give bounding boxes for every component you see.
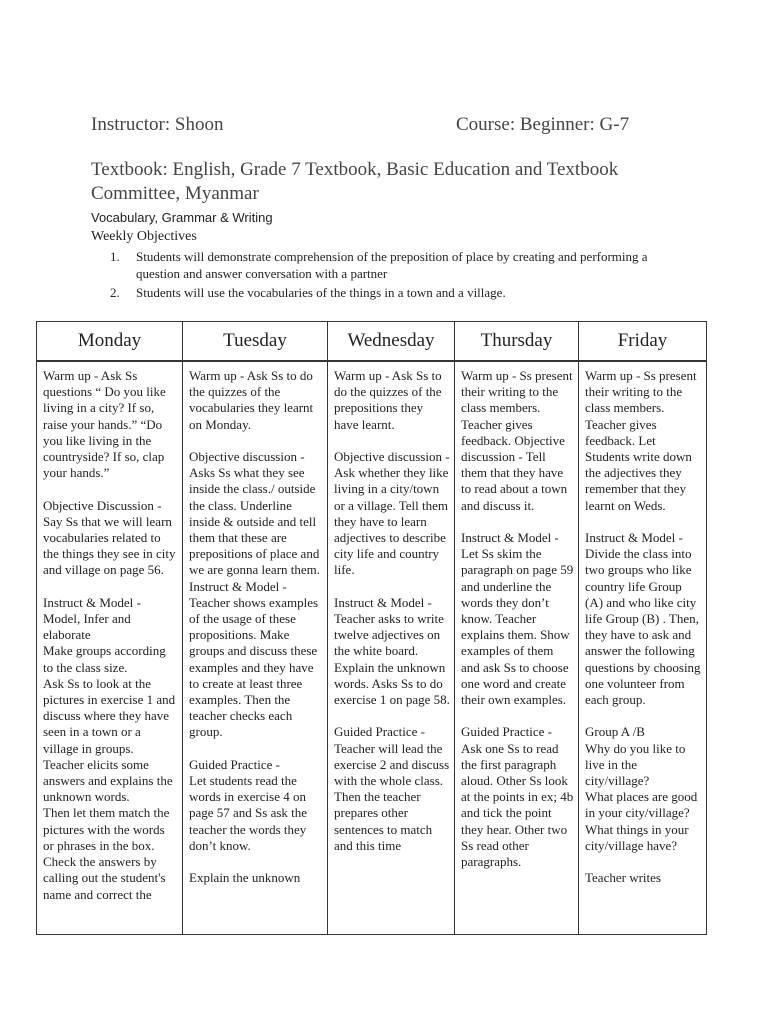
wednesday-cell	[328, 361, 455, 935]
objective-text: Students will use the vocabularies of the things in a town and a village.	[136, 285, 506, 300]
day-header-friday: Friday	[579, 322, 707, 362]
day-header-tuesday: Tuesday	[183, 322, 328, 362]
textbook-title: Textbook: English, Grade 7 Textbook, Basic Education and Textbook Committee, Myanmar	[91, 159, 619, 204]
header-row	[91, 114, 711, 140]
wednesday-plan-text: Warm up - Ask Ss to do the quizzes of the prepositions they have learnt. Objective discussion - Ask whether they like living in a city/town or a village. Tell them they have to learn adjectives to describe city life and country life. Instruct & Model - Teacher asks to write twelve adjectives on the white board. Explain the unknown words. Asks Ss to do exercise 1 on page 58. Guided Practice - Teacher will lead the exercise 2 and discuss with the whole class. Then the teacher prepares other sentences to match and this time	[334, 368, 450, 853]
day-header-wednesday: Wednesday	[328, 322, 455, 362]
objective-number: 1.	[110, 249, 120, 264]
objective-item	[110, 284, 680, 301]
day-header-monday: Monday	[37, 322, 183, 362]
course-label: Course: Beginner: G-7	[456, 114, 630, 135]
tuesday-plan-text: Warm up - Ask Ss to do the quizzes of the vocabularies they learnt on Monday. Objective discussion - Asks Ss what they see inside the class./ outside the class. Underline inside & outside and tell them that these are prepositions of place and we are gonna learn them. Instruct & Model - Teacher shows examples of the usage of these propositions. Make groups and discuss these examples and they have to create at least three examples. Then the teacher checks each group. Guided Practice - Let students read the words in exercise 4 on page 57 and Ss ask the teacher the words they don’t know. Explain the unknown	[189, 368, 321, 886]
monday-cell	[37, 361, 183, 935]
objective-text: Students will demonstrate comprehension of the preposition of place by creating and performing a question and answer conversation with a partner	[136, 249, 648, 281]
tuesday-cell	[183, 361, 328, 935]
table-header-row	[37, 322, 707, 362]
section-heading: Vocabulary, Grammar & Writing	[91, 210, 273, 225]
friday-cell	[579, 361, 707, 935]
table-row	[37, 361, 707, 935]
thursday-cell	[455, 361, 579, 935]
thursday-plan-text: Warm up - Ss present their writing to the class members. Teacher gives feedback. Objective discussion - Tell them that they have to read about a town and discuss it. Instruct & Model - Let Ss skim the paragraph on page 59 and underline the words they don’t know. Teacher explains them. Show examples of them and ask Ss to choose one word and create their own examples. Guided Practice - Ask one Ss to read the first paragraph aloud. Other Ss look at the points in ex; 4b and tick the point they hear. Other two Ss read other paragraphs.	[461, 368, 574, 870]
instructor-label: Instructor: Shoon	[91, 114, 224, 135]
weekly-plan-table	[36, 321, 707, 935]
objective-item	[110, 248, 680, 282]
weekly-objectives-label: Weekly Objectives	[91, 229, 197, 244]
friday-plan-text: Warm up - Ss present their writing to the class members. Teacher gives feedback. Let Students write down the adjectives they remember that they learnt on Weds. Instruct & Model - Divide the class into two groups who like country life Group (A) and who like city life Group (B) . Then, they have to ask and answer the following questions by choosing one volunteer from each group. Group A /B Why do you like to live in the city/village? What places are good in your city/village? What things in your city/village have? Teacher writes	[585, 368, 701, 886]
day-header-thursday: Thursday	[455, 322, 579, 362]
objectives-list	[110, 248, 680, 303]
objective-number: 2.	[110, 285, 120, 300]
monday-plan-text: Warm up - Ask Ss questions “ Do you like living in a city? If so, raise your hands.” “Do you like living in the countryside? If so, clap your hands.” Objective Discussion - Say Ss that we will learn vocabularies related to the things they see in city and village on page 56. Instruct & Model - Model, Infer and elaborate Make groups according to the class size. Ask Ss to look at the pictures in exercise 1 and discuss where they have seen in a town or a village in groups. Teacher elicits some answers and explains the unknown words. Then let them match the pictures with the words or phrases in the box. Check the answers by calling out the student's name and correct the	[43, 368, 176, 902]
